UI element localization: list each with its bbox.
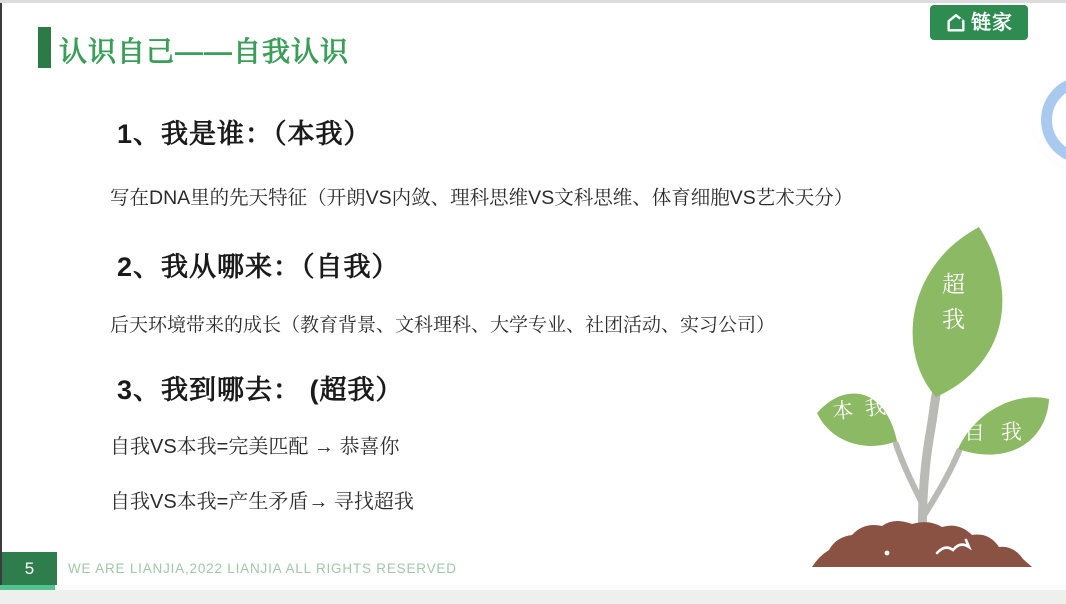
section-3-point-2: 自我VS本我=产生矛盾→ 寻找超我 [110, 491, 414, 513]
section-3-heading: 3、我到哪去： (超我） [117, 375, 404, 405]
soil-dot [885, 551, 890, 556]
leaf-label-ego: 自 我 [964, 421, 1027, 444]
screen-left-edge [0, 0, 2, 604]
section-3-point-1: 自我VS本我=完美匹配 → 恭喜你 [110, 436, 400, 458]
lianjia-logo [930, 5, 1028, 40]
soil-mound [812, 521, 1032, 567]
section-1-heading: 1、我是谁：（本我） [117, 119, 372, 149]
lianjia-logo-text: 链家 [971, 11, 1013, 34]
page-title: 认识自己——自我认识 [59, 36, 350, 67]
title-accent-bar [38, 27, 51, 68]
section-2-heading: 2、我从哪来：（自我） [117, 252, 400, 282]
leaf-label-superego: 超我 [939, 272, 965, 342]
screen-top-edge [0, 0, 1066, 3]
copyright-text: WE ARE LIANJIA,2022 LIANJIA ALL RIGHTS RESERVED [68, 561, 457, 576]
plant-left-branch [896, 444, 924, 507]
section-2-body: 后天环境带来的成长（教育背景、文科理科、大学专业、社团活动、实习公司） [110, 315, 776, 336]
section-1-body: 写在DNA里的先天特征（开朗VS内敛、理科思维VS文科思维、体育细胞VS艺术天分） [110, 187, 854, 209]
bottom-bar [0, 590, 1066, 604]
lianjia-house-icon [945, 12, 967, 34]
page-number-badge: 5 [2, 552, 57, 585]
circle-ring-icon[interactable] [1041, 76, 1066, 164]
leaf-label-id: 本 我 [831, 395, 891, 424]
